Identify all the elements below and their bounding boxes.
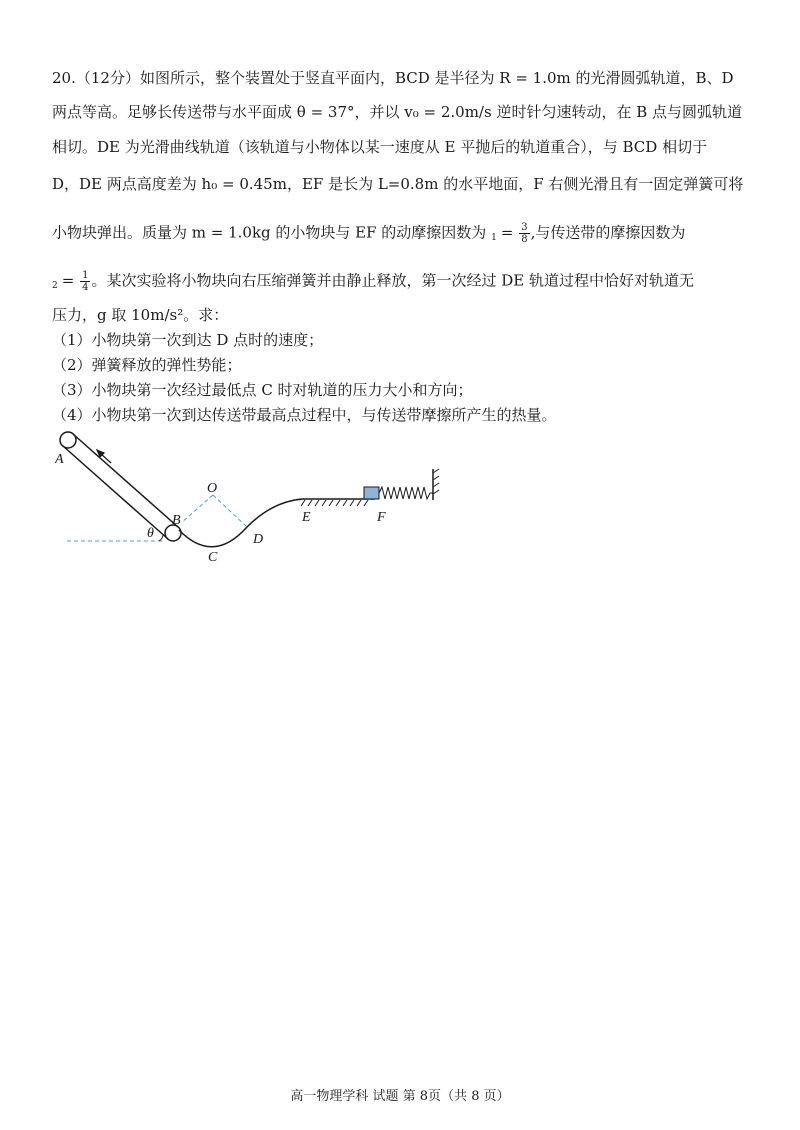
belt-upper-edge xyxy=(73,434,178,527)
mu1-equals: = xyxy=(500,223,514,242)
question-line-2: 两点等高。足够长传送带与水平面成 θ = 37°，并以 v₀ = 2.0m/s 逆时针匀速转动，在 B 点与圆弧轨道 xyxy=(52,103,743,121)
label-C: C xyxy=(208,550,218,565)
page-footer: 高一物理学科 试题 第 8页（共 8 页） xyxy=(290,1089,510,1104)
label-D: D xyxy=(253,532,264,547)
sub-question-3: （3）小物块第一次经过最低点 C 时对轨道的压力大小和方向； xyxy=(52,381,473,399)
mu2-subscript: 2 xyxy=(52,280,58,291)
question-line-3: 相切。DE 为光滑曲线轨道（该轨道与小物体以某一速度从 E 平抛后的轨道重合），与 BCD 相切于 xyxy=(52,138,708,156)
mu1-numerator: 3 xyxy=(521,222,528,233)
sub-question-2: （2）弹簧释放的弹性势能； xyxy=(52,356,242,374)
block xyxy=(364,487,379,499)
conveyor-belt xyxy=(60,432,181,541)
mu2-equals: = xyxy=(61,271,75,290)
mu1-subscript: 1 xyxy=(491,232,497,243)
label-A: A xyxy=(55,452,64,467)
mu2-numerator: 1 xyxy=(82,270,89,281)
wall-hatch xyxy=(433,469,439,494)
label-O: O xyxy=(207,481,218,496)
angle-arc xyxy=(159,535,163,541)
mu2-denominator: 4 xyxy=(82,282,89,293)
sub-question-4: （4）小物块第一次到达传送带最高点过程中，与传送带摩擦所产生的热量。 xyxy=(52,406,557,424)
question-line-7: 压力，g 取 10m/s²。求： xyxy=(52,306,229,324)
question-line-5-text: 小物块弹出。质量为 m = 1.0kg 的小物块与 EF 的动摩擦因数为 xyxy=(52,223,487,242)
radius-lines xyxy=(181,495,247,527)
question-line-5-tail: ,与传送带的摩擦因数为 xyxy=(530,223,686,242)
mu1-fraction xyxy=(519,222,529,245)
track-curve xyxy=(179,499,375,547)
mu2-fraction xyxy=(80,270,90,293)
sub-question-1: （1）小物块第一次到达 D 点时的速度； xyxy=(52,331,324,349)
spring xyxy=(379,487,433,499)
physics-diagram xyxy=(55,425,455,575)
mu1-denominator: 8 xyxy=(521,234,528,245)
label-E: E xyxy=(302,510,311,525)
question-line-6 xyxy=(52,270,694,296)
question-line-1: 20.（12分）如图所示，整个装置处于竖直平面内，BCD 是半径为 R = 1.0m 的光滑圆弧轨道，B、D xyxy=(52,69,734,87)
question-line-4: D，DE 两点高度差为 h₀ = 0.45m，EF 是长为 L=0.8m 的水平地面，F 右侧光滑且有一固定弹簧可将 xyxy=(52,175,744,193)
ground-hatch xyxy=(301,500,368,506)
label-B: B xyxy=(172,513,181,528)
label-theta: θ xyxy=(147,526,154,541)
question-line-5 xyxy=(52,222,685,248)
question-line-6-text: 。某次实验将小物块向右压缩弹簧并由静止释放，第一次经过 DE 轨道过程中恰好对轨道无 xyxy=(91,271,694,290)
label-F: F xyxy=(377,510,386,525)
